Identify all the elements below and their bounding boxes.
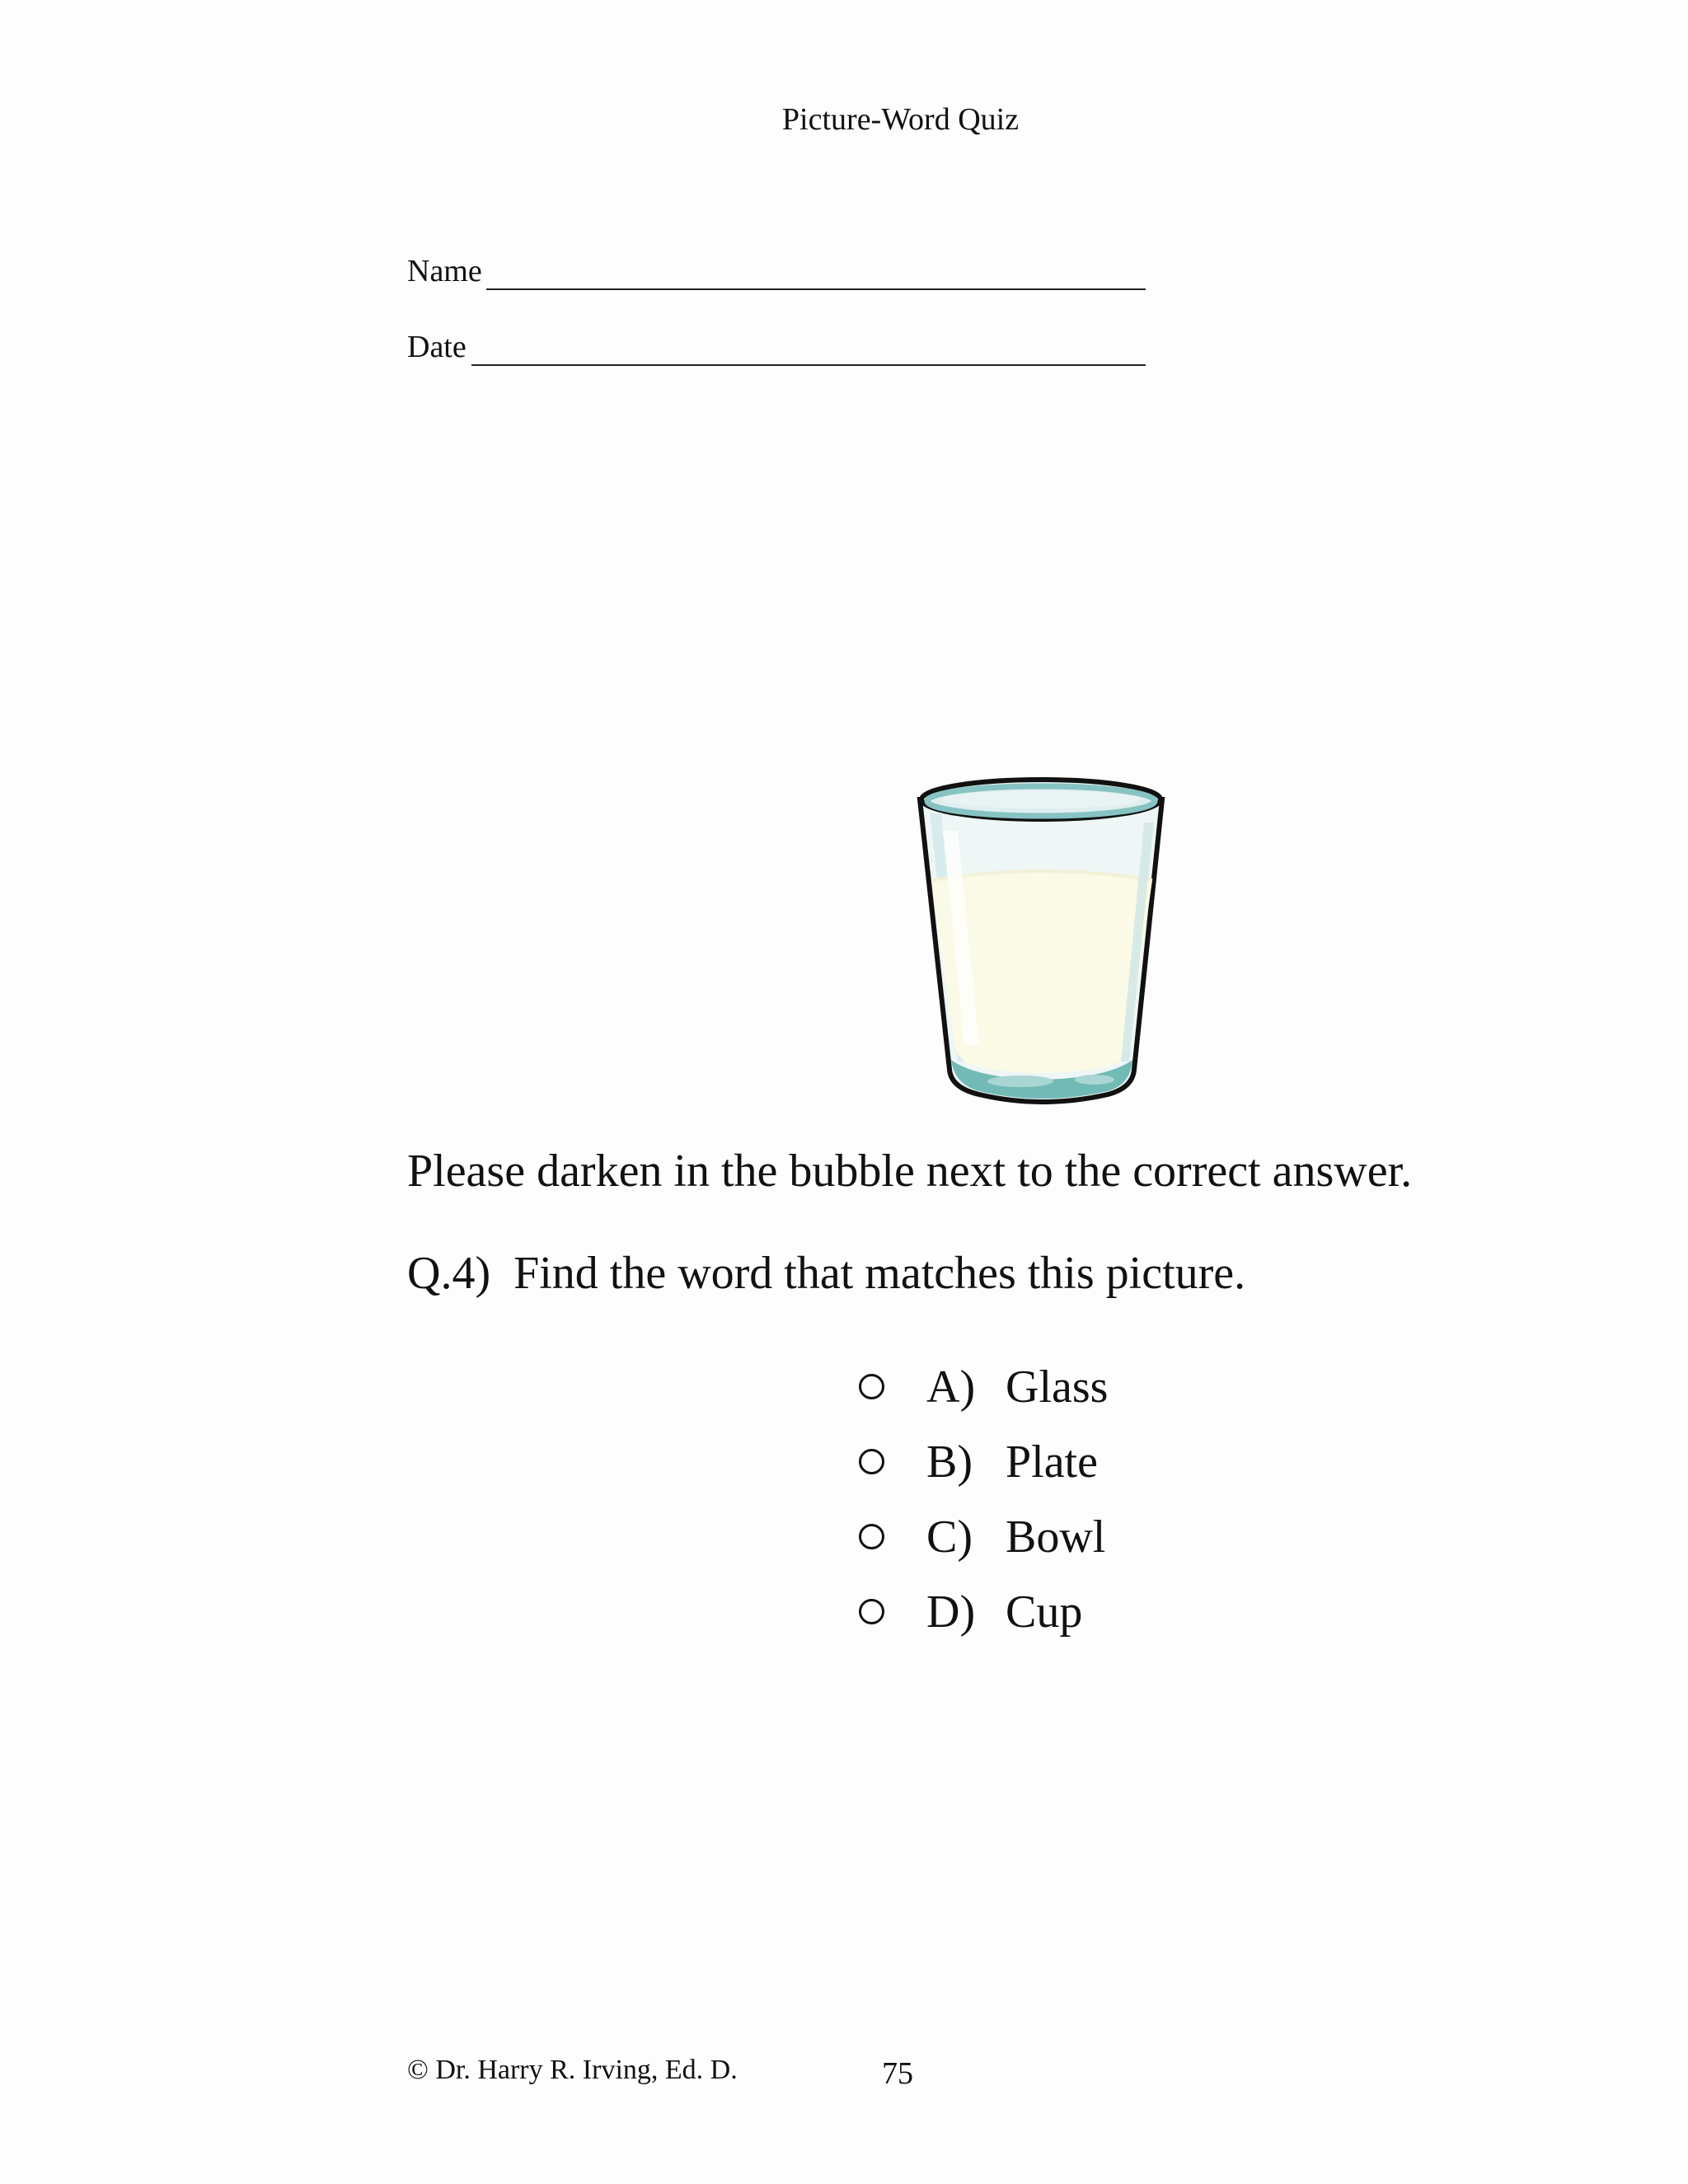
answer-bubble-c[interactable]	[859, 1524, 884, 1549]
footer-copyright: © Dr. Harry R. Irving, Ed. D.	[407, 2055, 738, 2085]
date-underline[interactable]	[471, 364, 1146, 366]
option-word: Glass	[1006, 1361, 1109, 1413]
option-word: Bowl	[1006, 1511, 1106, 1563]
answer-bubble-d[interactable]	[859, 1599, 884, 1624]
option-letter: C)	[926, 1511, 973, 1563]
question-prompt	[407, 1243, 1245, 1304]
page-number: 75	[882, 2056, 913, 2091]
option-letter: D)	[926, 1586, 976, 1638]
option-word: Plate	[1006, 1436, 1098, 1488]
answer-option-a[interactable]	[857, 1357, 1352, 1432]
glass-of-milk-illustration	[913, 765, 1170, 1104]
option-letter: B)	[926, 1436, 973, 1488]
answer-option-c[interactable]	[857, 1507, 1352, 1582]
name-field[interactable]	[407, 249, 482, 293]
option-letter: A)	[926, 1361, 976, 1413]
question-text: Find the word that matches this picture.	[513, 1248, 1246, 1299]
date-field[interactable]	[407, 325, 467, 369]
answer-bubble-b[interactable]	[859, 1449, 884, 1474]
answer-option-b[interactable]	[857, 1432, 1352, 1507]
answer-options	[857, 1357, 1352, 1657]
name-underline[interactable]	[486, 288, 1146, 290]
option-word: Cup	[1006, 1586, 1083, 1638]
name-label: Name	[407, 254, 482, 288]
page-header-title: Picture-Word Quiz	[781, 102, 1020, 137]
instruction-text: Please darken in the bubble next to the correct answer.	[407, 1146, 1413, 1197]
answer-bubble-a[interactable]	[859, 1374, 884, 1399]
date-label: Date	[407, 330, 467, 364]
answer-option-d[interactable]	[857, 1582, 1352, 1657]
question-number: Q.4)	[407, 1248, 491, 1299]
